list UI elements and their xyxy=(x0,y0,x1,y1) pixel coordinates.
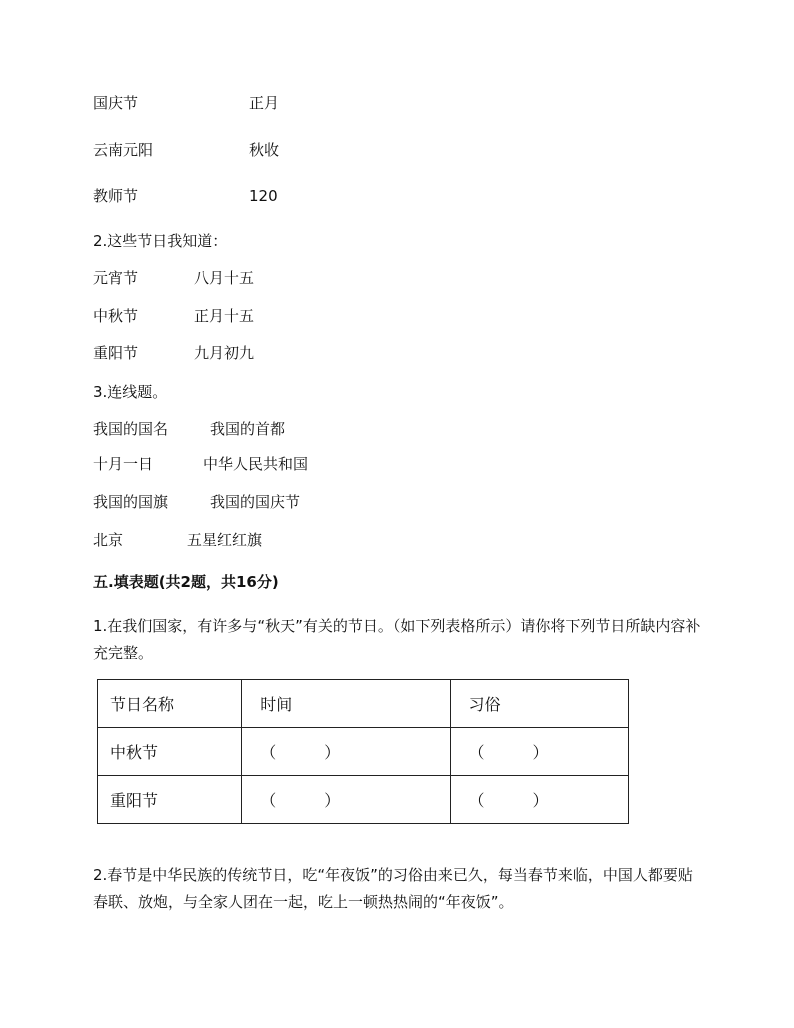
fill-question-2: 2.春节是中华民族的传统节日，吃“年夜饭”的习俗由来已久，每当春节来临，中国人都要贴春联、放炮，与全家人团在一起，吃上一顿热热闹的“年夜饭”。 xyxy=(93,866,693,911)
table-row xyxy=(98,776,629,824)
question-3-title: 3.连线题。 xyxy=(93,383,168,401)
connect-right-4: 五星红红旗 xyxy=(187,531,263,549)
table-header-cell: 节日名称 xyxy=(98,680,242,728)
connect-right-1: 我国的首都 xyxy=(210,420,286,438)
festival-left-2: 中秋节 xyxy=(93,307,139,325)
festival-right-2: 正月十五 xyxy=(194,307,255,325)
festival-left-1: 元宵节 xyxy=(93,269,139,287)
connect-left-1: 我国的国名 xyxy=(93,420,169,438)
fill-table xyxy=(97,679,629,824)
table-cell: 中秋节 xyxy=(98,728,242,776)
match-left-2: 云南元阳 xyxy=(93,141,154,159)
connect-right-2: 中华人民共和国 xyxy=(203,455,309,473)
table-row xyxy=(98,728,629,776)
connect-left-3: 我国的国旗 xyxy=(93,493,169,511)
table-cell: 重阳节 xyxy=(98,776,242,824)
festival-left-3: 重阳节 xyxy=(93,344,139,362)
table-cell: （ ） xyxy=(242,728,450,776)
match-right-3: 120 xyxy=(249,187,278,205)
table-cell: （ ） xyxy=(242,776,450,824)
connect-left-2: 十月一日 xyxy=(93,455,154,473)
match-right-1: 正月 xyxy=(249,94,280,112)
table-cell: （ ） xyxy=(450,776,629,824)
connect-left-4: 北京 xyxy=(93,531,124,549)
table-header-cell: 习俗 xyxy=(450,680,629,728)
question-2-title: 2.这些节日我知道： xyxy=(93,232,228,250)
table-header-row xyxy=(98,680,629,728)
match-right-2: 秋收 xyxy=(249,141,280,159)
match-left-3: 教师节 xyxy=(93,187,139,205)
table-cell: （ ） xyxy=(450,728,629,776)
table-header-cell: 时间 xyxy=(242,680,450,728)
connect-right-3: 我国的国庆节 xyxy=(210,493,301,511)
match-left-1: 国庆节 xyxy=(93,94,139,112)
fill-question-1: 1.在我们国家，有许多与“秋天”有关的节日。（如下列表格所示）请你将下列节日所缺内容补充完整。 xyxy=(93,617,701,662)
section-heading: 五.填表题(共2题，共16分) xyxy=(93,573,279,591)
festival-right-3: 九月初九 xyxy=(194,344,255,362)
festival-right-1: 八月十五 xyxy=(194,269,255,287)
